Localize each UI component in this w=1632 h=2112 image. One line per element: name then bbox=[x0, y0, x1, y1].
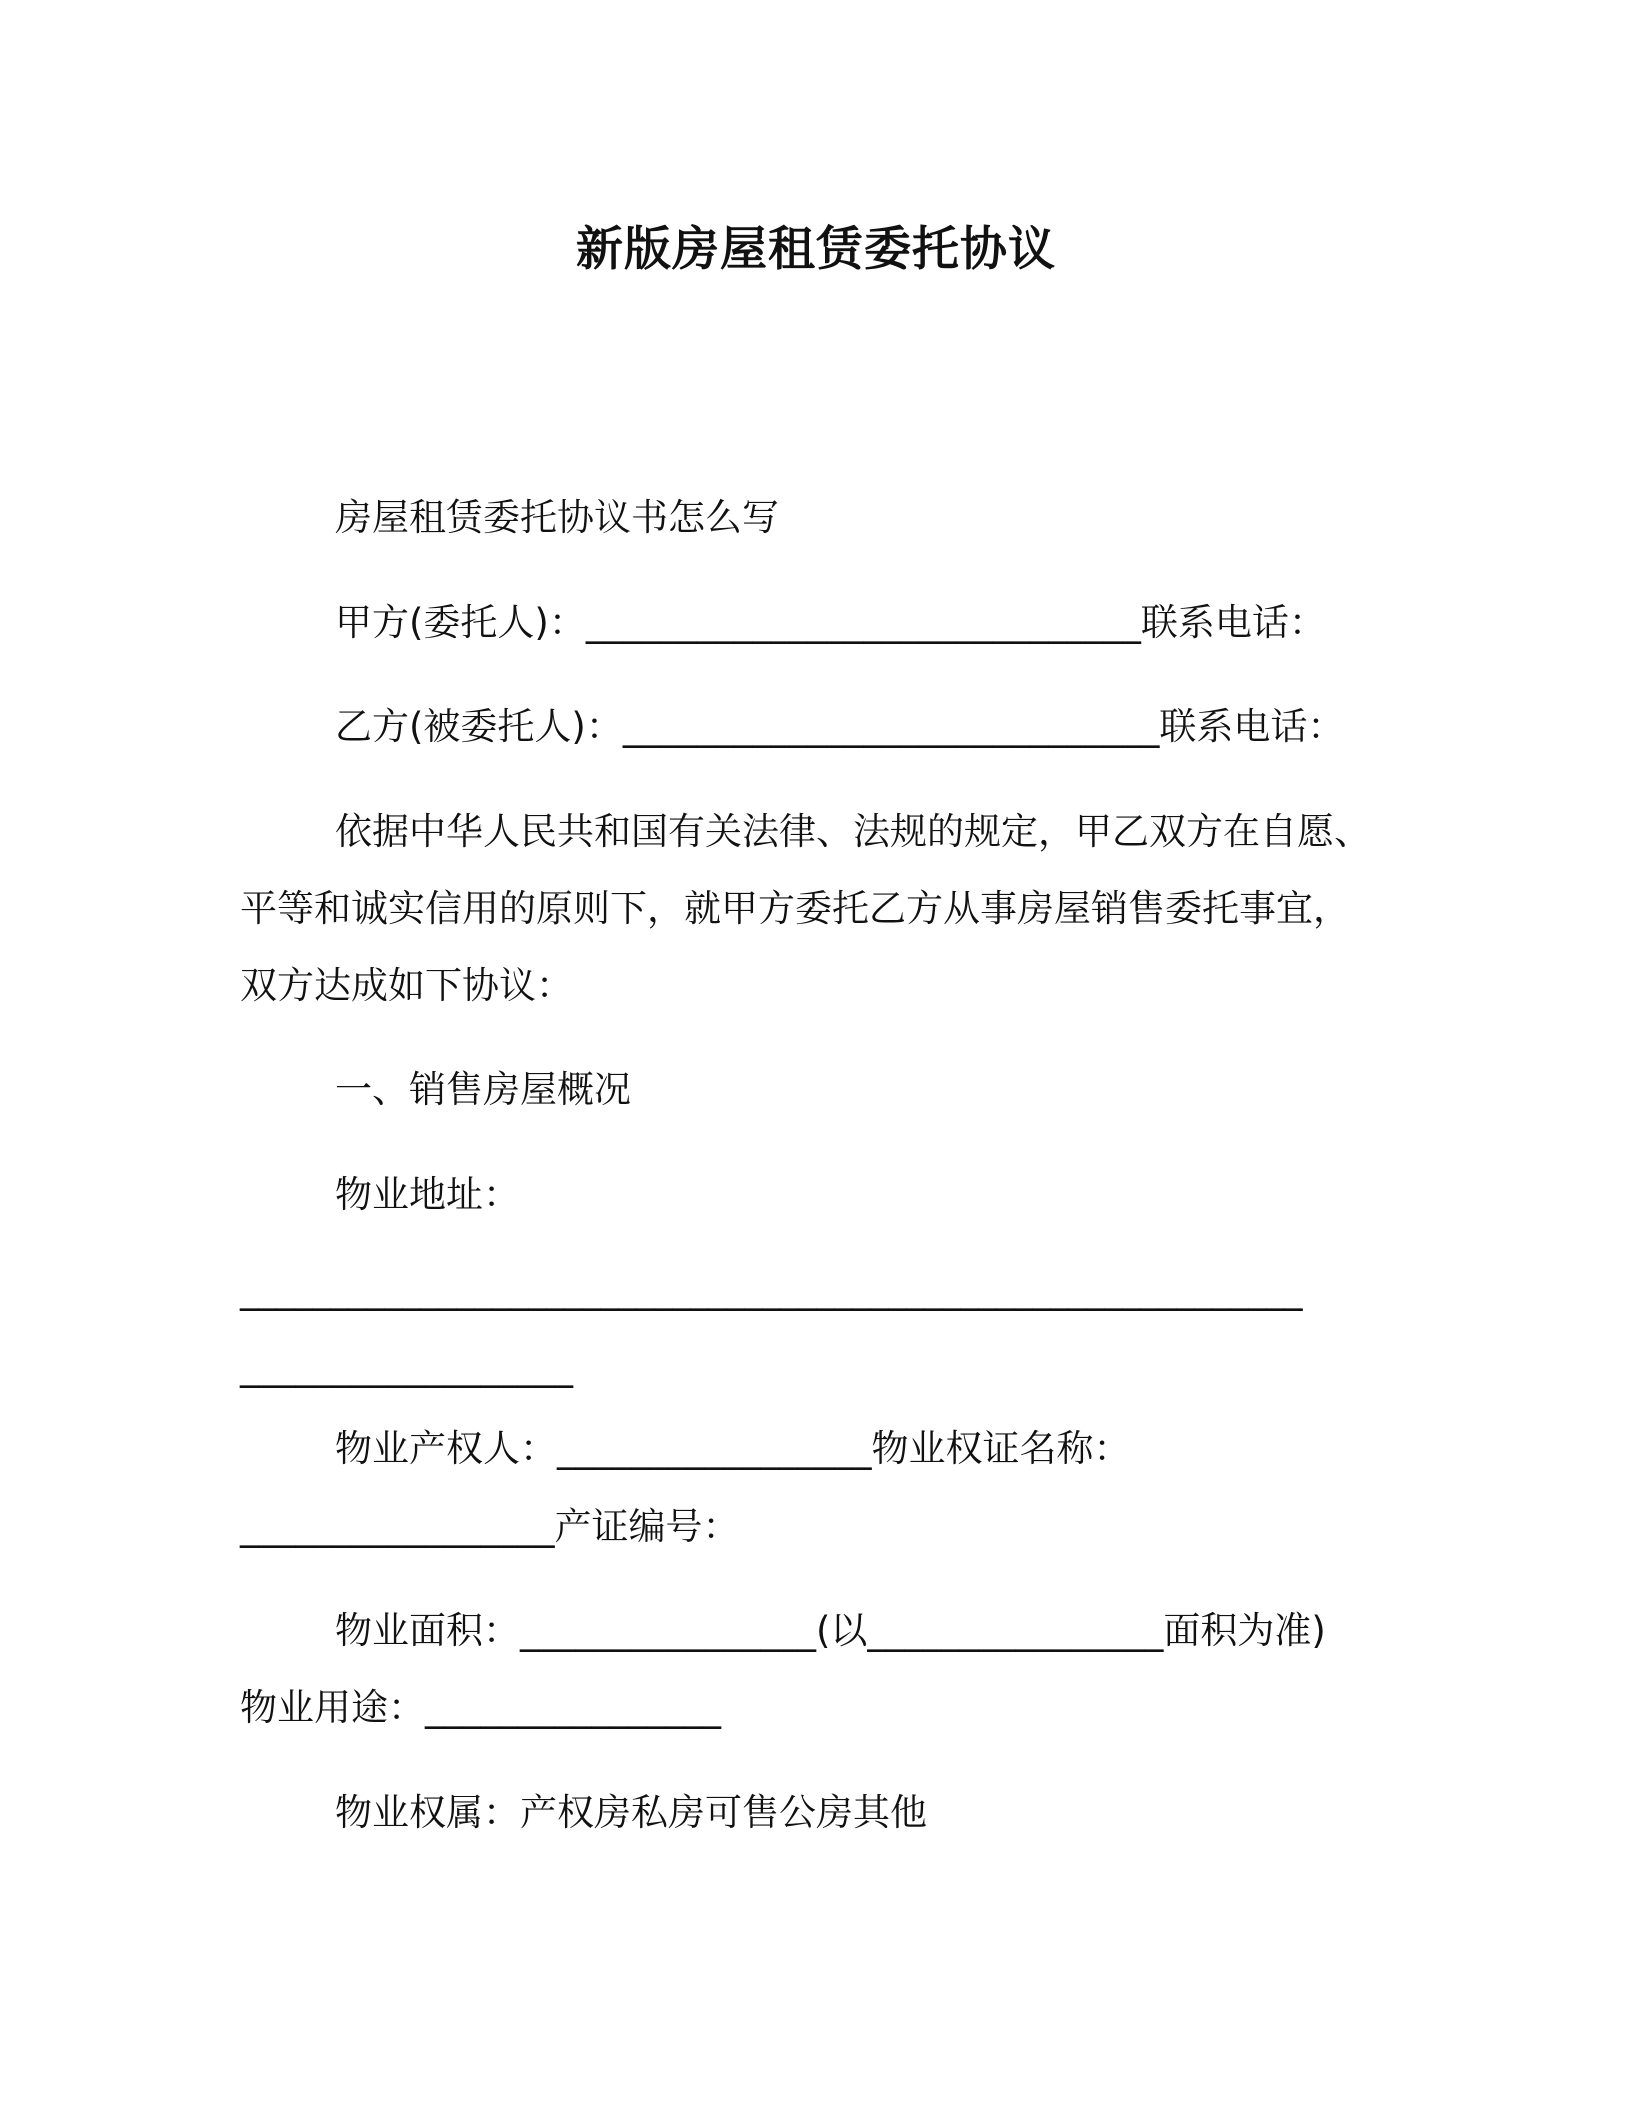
certificate-number-line: _________________产证编号： bbox=[240, 1505, 740, 1548]
property-owner-line: 物业产权人：_________________物业权证名称： bbox=[335, 1427, 1131, 1470]
property-use-line: 物业用途：________________ bbox=[240, 1686, 721, 1729]
property-address-blank-2: __________________ bbox=[240, 1345, 573, 1388]
property-address-label: 物业地址： bbox=[335, 1173, 520, 1216]
section-heading-1: 一、销售房屋概况 bbox=[335, 1068, 631, 1111]
intro-paragraph-line-3: 双方达成如下协议： bbox=[240, 964, 573, 1007]
property-address-blank-1: ___________________________________________________________ bbox=[240, 1268, 1302, 1311]
party-a-line: 甲方(委托人)：______________________________联系电话： bbox=[335, 601, 1326, 644]
party-b-line: 乙方(被委托人)：_____________________________联系电话： bbox=[335, 705, 1345, 748]
intro-paragraph-line-1: 依据中华人民共和国有关法律、法规的规定，甲乙双方在自愿、 bbox=[335, 810, 1371, 853]
subtitle-line: 房屋租赁委托协议书怎么写 bbox=[335, 496, 779, 539]
document-title: 新版房屋租赁委托协议 bbox=[576, 222, 1056, 277]
intro-paragraph-line-2: 平等和诚实信用的原则下，就甲方委托乙方从事房屋销售委托事宜， bbox=[240, 887, 1350, 930]
property-area-line: 物业面积：________________(以________________面积为准) bbox=[335, 1609, 1326, 1652]
property-ownership-line: 物业权属：产权房私房可售公房其他 bbox=[335, 1791, 927, 1834]
